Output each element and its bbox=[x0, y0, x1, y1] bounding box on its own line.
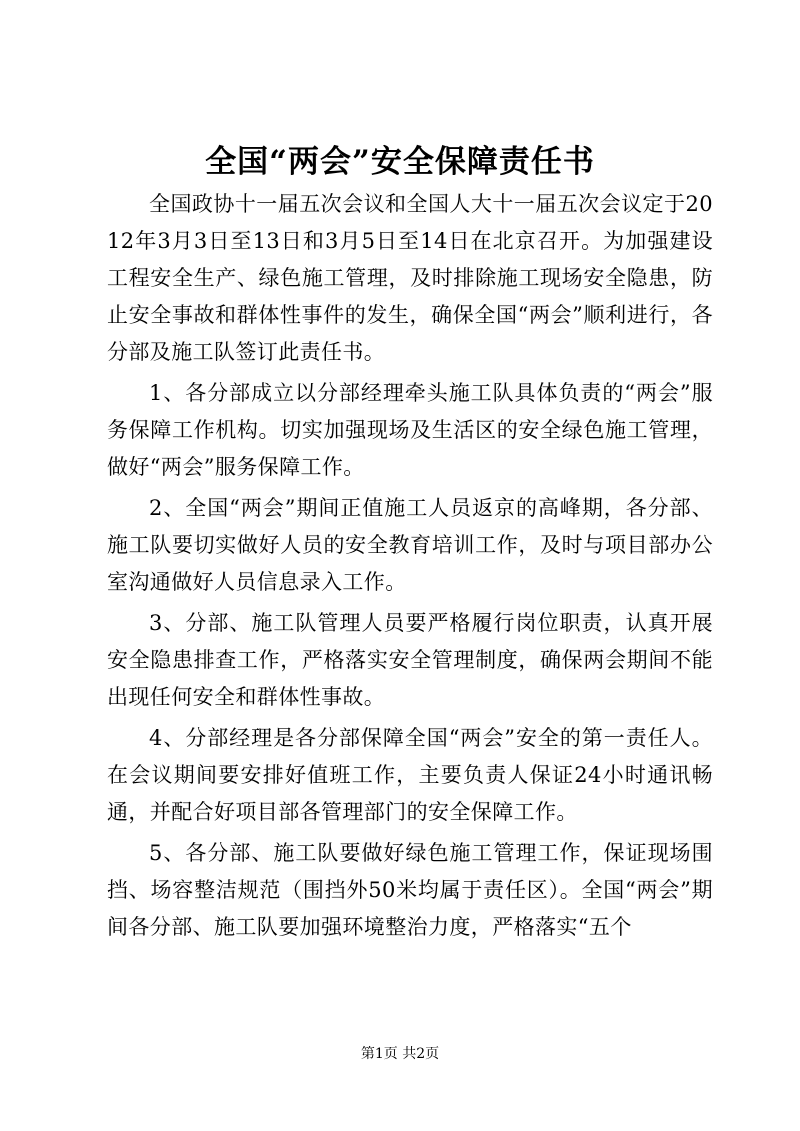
paragraph-item-1: 1、各分部成立以分部经理牵头施工队具体负责的“两会”服务保障工作机构。切实加强现场及生活区的安全绿色施工管理，做好“两会”服务保障工作。 bbox=[107, 381, 713, 479]
paragraph-item-3: 3、分部、施工队管理人员要严格履行岗位职责，认真开展安全隐患排查工作，严格落实安全管理制度，确保两会期间不能出现任何安全和群体性事故。 bbox=[107, 611, 713, 709]
document-body bbox=[107, 186, 713, 950]
page-number-footer: 第1页 共2页 bbox=[360, 1046, 440, 1062]
document-title: 全国“两会”安全保障责任书 bbox=[205, 144, 595, 180]
paragraph-item-2: 2、全国“两会”期间正值施工人员返京的高峰期，各分部、施工队要切实做好人员的安全教育培训工作，及时与项目部办公室沟通做好人员信息录入工作。 bbox=[107, 496, 713, 594]
paragraph-intro: 全国政协十一届五次会议和全国人大十一届五次会议定于2012年3月3日至13日和3月5日至14日在北京召开。为加强建设工程安全生产、绿色施工管理，及时排除施工现场安全隐患，防止安全事故和群体性事件的发生，确保全国“两会”顺利进行，各分部及施工队签订此责任书。 bbox=[107, 192, 713, 364]
paragraph-item-4: 4、分部经理是各分部保障全国“两会”安全的第一责任人。在会议期间要安排好值班工作，主要负责人保证24小时通讯畅通，并配合好项目部各管理部门的安全保障工作。 bbox=[107, 726, 713, 824]
paragraph-item-5: 5、各分部、施工队要做好绿色施工管理工作，保证现场围挡、场容整洁规范（围挡外50米均属于责任区）。全国“两会”期间各分部、施工队要加强环境整治力度，严格落实“五个 bbox=[107, 841, 713, 939]
